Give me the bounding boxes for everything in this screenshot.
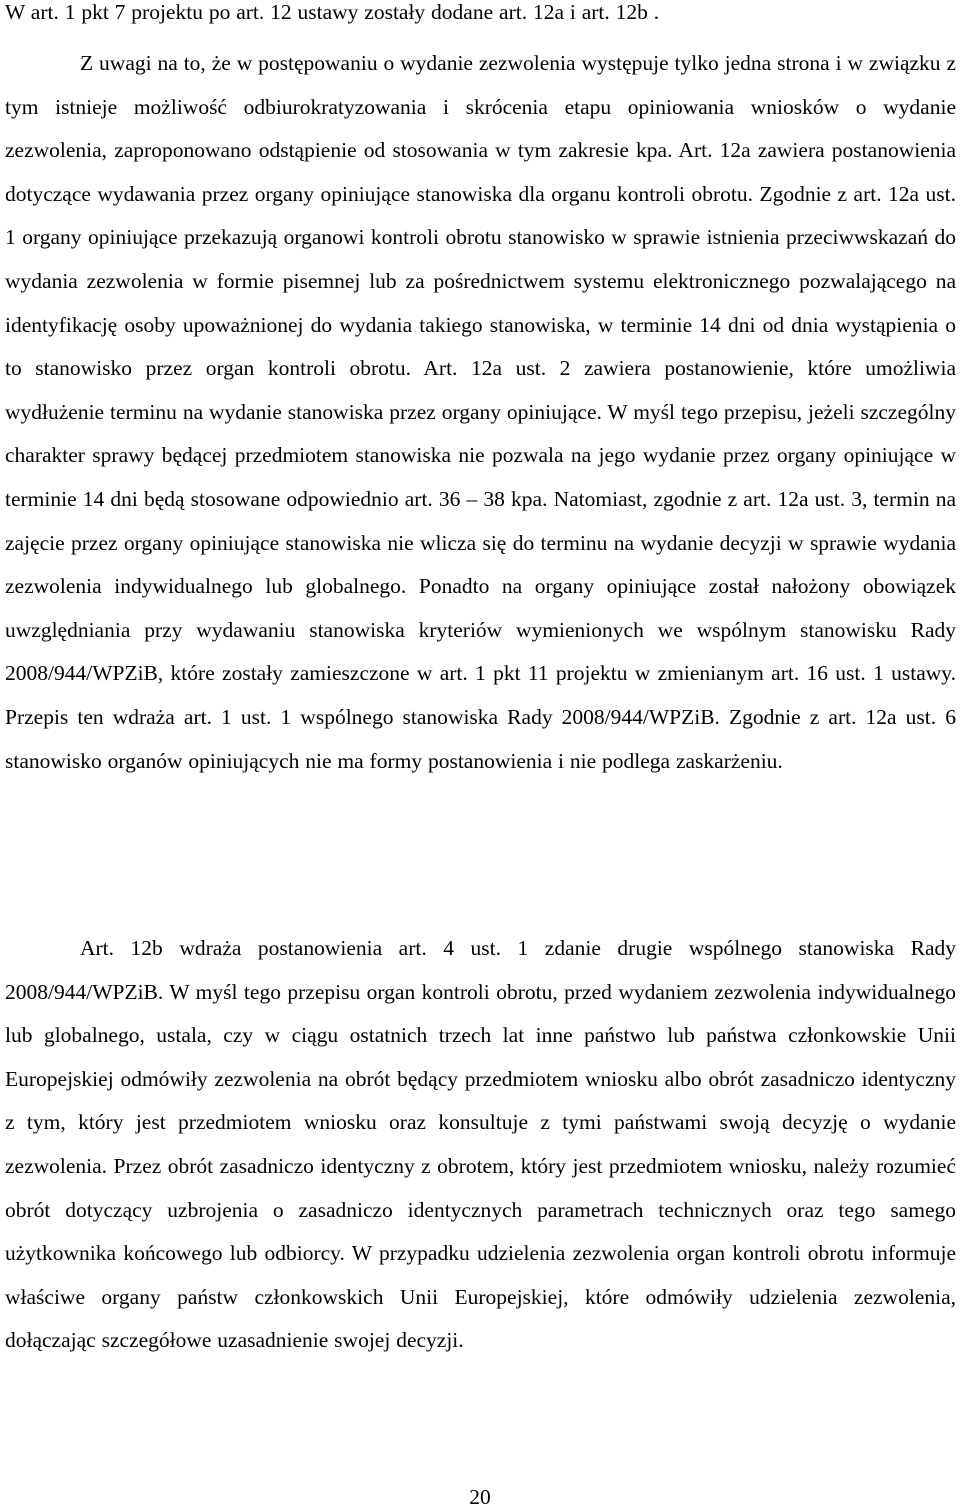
paragraph-art-12a: Z uwagi na to, że w postępowaniu o wydanie zezwolenia występuje tylko jedna strona i w związku z tym istnieje możliwość odbiurokratyzowania i skrócenia etapu opiniowania wniosków o wydanie zezwolenia, zaproponowano odstąpienie od stosowania w tym zakresie kpa. Art. 12a zawiera postanowienia dotyczące wydawania przez organy opiniujące stanowiska dla organu kontroli obrotu. Zgodnie z art. 12a ust. 1 organy opiniujące przekazują organowi kontroli obrotu stanowisko w sprawie istnienia przeciwwskazań do wydania zezwolenia w formie pisemnej lub za pośrednictwem systemu elektronicznego pozwalającego na identyfikację osoby upoważnionej do wydania takiego stanowiska, w terminie 14 dni od dnia wystąpienia o to stanowisko przez organ kontroli obrotu. Art. 12a ust. 2 zawiera postanowienie, które umożliwia wydłużenie terminu na wydanie stanowiska przez organy opiniujące. W myśl tego przepisu, jeżeli szczególny charakter sprawy będącej przedmiotem stanowiska nie pozwala na jego wydanie przez organy opiniujące w terminie 14 dni będą stosowane odpowiednio art. 36 – 38 kpa. Natomiast, zgodnie z art. 12a ust. 3, termin na zajęcie przez organy opiniujące stanowiska nie wlicza się do terminu na wydanie decyzji w sprawie wydania zezwolenia indywidualnego lub globalnego. Ponadto na organy opiniujące został nałożony obowiązek uwzględniania przy wydawaniu stanowiska kryteriów wymienionych we wspólnym stanowisku Rady 2008/944/WPZiB, które zostały zamieszczone w art. 1 pkt 11 projektu w zmienianym art. 16 ust. 1 ustawy. Przepis ten wdraża art. 1 ust. 1 wspólnego stanowiska Rady 2008/944/WPZiB. Zgodnie z art. 12a ust. 6 stanowisko organów opiniujących nie ma formy postanowienia i nie podlega zaskarżeniu.	[5, 51, 956, 773]
paragraph-art-12b: Art. 12b wdraża postanowienia art. 4 ust. 1 zdanie drugie wspólnego stanowiska Rady 2008/944/WPZiB. W myśl tego przepisu organ kontroli obrotu, przed wydaniem zezwolenia indywidualnego lub globalnego, ustala, czy w ciągu ostatnich trzech lat inne państwo lub państwa członkowskie Unii Europejskiej odmówiły zezwolenia na obrót będący przedmiotem wniosku albo obrót zasadniczo identyczny z tym, który jest przedmiotem wniosku oraz konsultuje z tymi państwami swoją decyzję o wydanie zezwolenia. Przez obrót zasadniczo identyczny z obrotem, który jest przedmiotem wniosku, należy rozumieć obrót dotyczący uzbrojenia o zasadniczo identycznych parametrach technicznych oraz tego samego użytkownika końcowego lub odbiorcy. W przypadku udzielenia zezwolenia organ kontroli obrotu informuje właściwe organy państw członkowskich Unii Europejskiej, które odmówiły udzielenia zezwolenia, dołączając szczegółowe uzasadnienie swojej decyzji.	[5, 936, 956, 1353]
paragraph-intro: W art. 1 pkt 7 projektu po art. 12 ustawy zostały dodane art. 12a i art. 12b .	[5, 0, 660, 24]
page-number: 20	[469, 1485, 491, 1509]
